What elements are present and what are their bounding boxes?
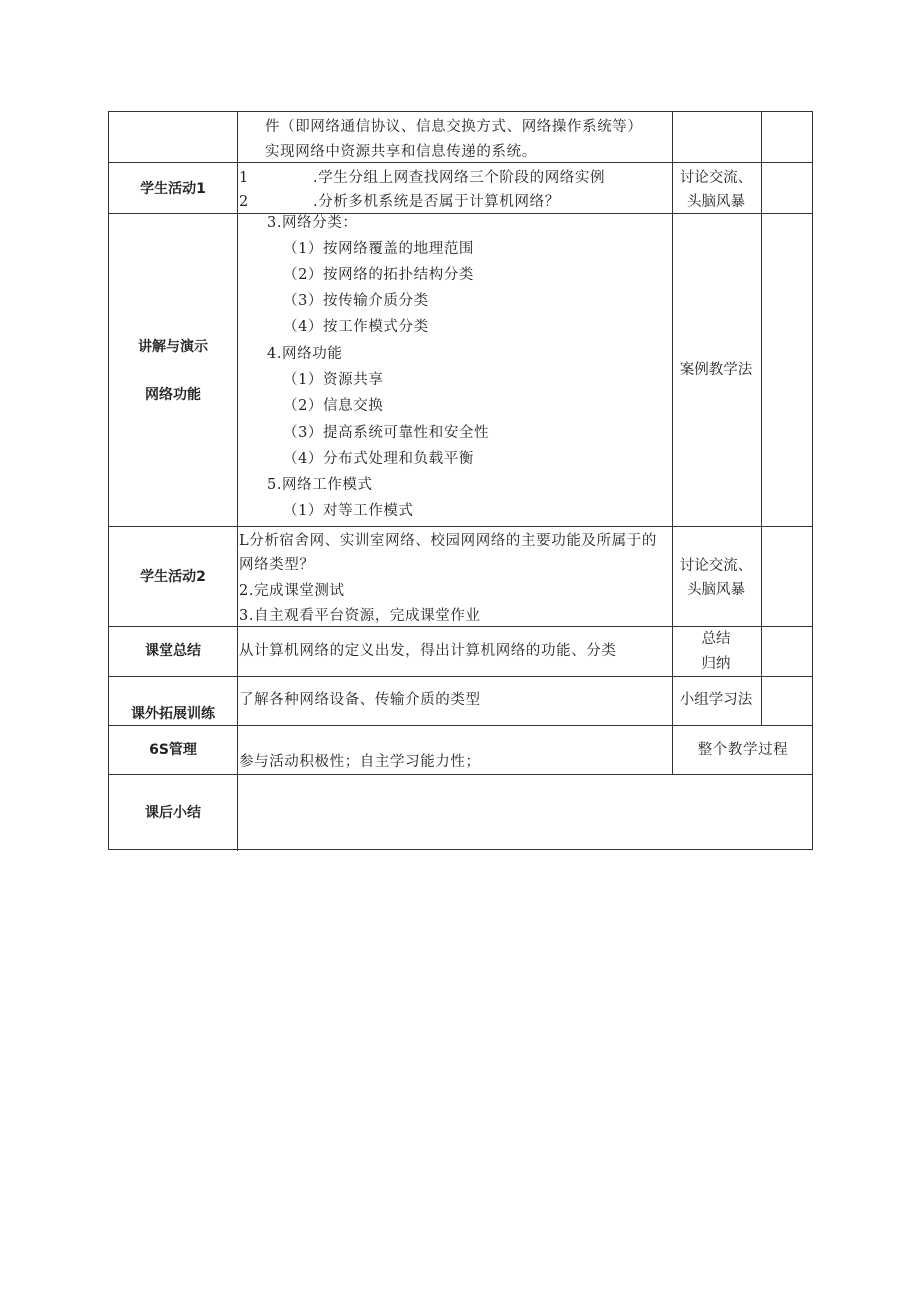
activity2-label: 学生活动2 (140, 569, 206, 585)
activity1-method-line-1: 讨论交流、 (679, 170, 753, 186)
row-divider (109, 526, 812, 527)
activity1-item-num-2: 2 (239, 194, 249, 210)
extension-method: 小组学习法 (679, 692, 753, 708)
column-divider (761, 626, 762, 676)
lesson-plan-table (108, 111, 813, 850)
lecture-label-line-1: 讲解与演示 (138, 339, 208, 355)
column-divider (761, 526, 762, 626)
lecture-line-12: （1）对等工作模式 (283, 503, 414, 519)
lecture-line-6: 4.网络功能 (267, 346, 343, 362)
lecture-line-2: （1）按网络覆盖的地理范围 (283, 241, 475, 257)
activity1-item-text-2: .分析多机系统是否属于计算机网络？ (313, 194, 560, 210)
activity2-method-line-2: 头脑风暴 (687, 582, 745, 598)
activity1-item-num-1: 1 (239, 170, 249, 186)
activity2-line-2: 网络类型？ (239, 557, 315, 573)
lecture-line-3: （2）按网络的拓扑结构分类 (283, 267, 475, 283)
row-divider (109, 725, 812, 726)
lecture-label-line-2: 网络功能 (145, 387, 201, 403)
lecture-line-1: 3.网络分类： (267, 215, 358, 231)
lecture-method: 案例教学法 (679, 362, 753, 378)
lecture-line-4: （3）按传输介质分类 (283, 293, 429, 309)
activity1-label: 学生活动1 (140, 181, 206, 197)
activity2-line-4: 3.自主观看平台资源，完成课堂作业 (239, 608, 481, 624)
lecture-line-10: （4）分布式处理和负载平衡 (283, 451, 475, 467)
summary-content: 从计算机网络的定义出发，得出计算机网络的功能、分类 (239, 643, 617, 659)
summary-label: 课堂总结 (145, 643, 201, 659)
reflection-content-cell (238, 775, 812, 849)
row-divider (109, 676, 812, 677)
activity2-line-1: L分析宿舍网、实训室网络、校园网网络的主要功能及所属于的 (239, 533, 657, 549)
lecture-line-11: 5.网络工作模式 (267, 477, 373, 493)
six-s-method: 整个教学过程 (697, 742, 789, 758)
lecture-line-8: （2）信息交换 (283, 398, 384, 414)
extension-content: 了解各种网络设备、传输介质的类型 (239, 692, 481, 708)
activity1-item-text-1: .学生分组上网查找网络三个阶段的网络实例 (313, 170, 606, 186)
activity2-line-3: 2.完成课堂测试 (239, 583, 345, 599)
six-s-content: 参与活动积极性；自主学习能力性； (239, 754, 481, 770)
activity2-method-line-1: 讨论交流、 (679, 558, 753, 574)
lecture-line-9: （3）提高系统可靠性和安全性 (283, 425, 490, 441)
extension-label: 课外拓展训练 (131, 706, 215, 722)
column-divider (761, 213, 762, 526)
column-divider (761, 112, 762, 213)
intro-line-2: 实现网络中资源共享和信息传递的系统。 (265, 144, 537, 160)
column-divider (761, 676, 762, 725)
summary-method-line-2: 归纳 (701, 656, 731, 672)
reflection-label: 课后小结 (145, 805, 201, 821)
lecture-line-5: （4）按工作模式分类 (283, 319, 429, 335)
six-s-label: 6S管理 (149, 742, 197, 758)
column-divider (237, 112, 238, 851)
summary-method-line-1: 总结 (701, 631, 731, 647)
activity1-method-line-2: 头脑风暴 (687, 194, 745, 210)
intro-line-1: 件（即网络通信协议、信息交换方式、网络操作系统等） (265, 119, 643, 135)
lecture-line-7: （1）资源共享 (283, 372, 384, 388)
row-divider (109, 162, 812, 163)
